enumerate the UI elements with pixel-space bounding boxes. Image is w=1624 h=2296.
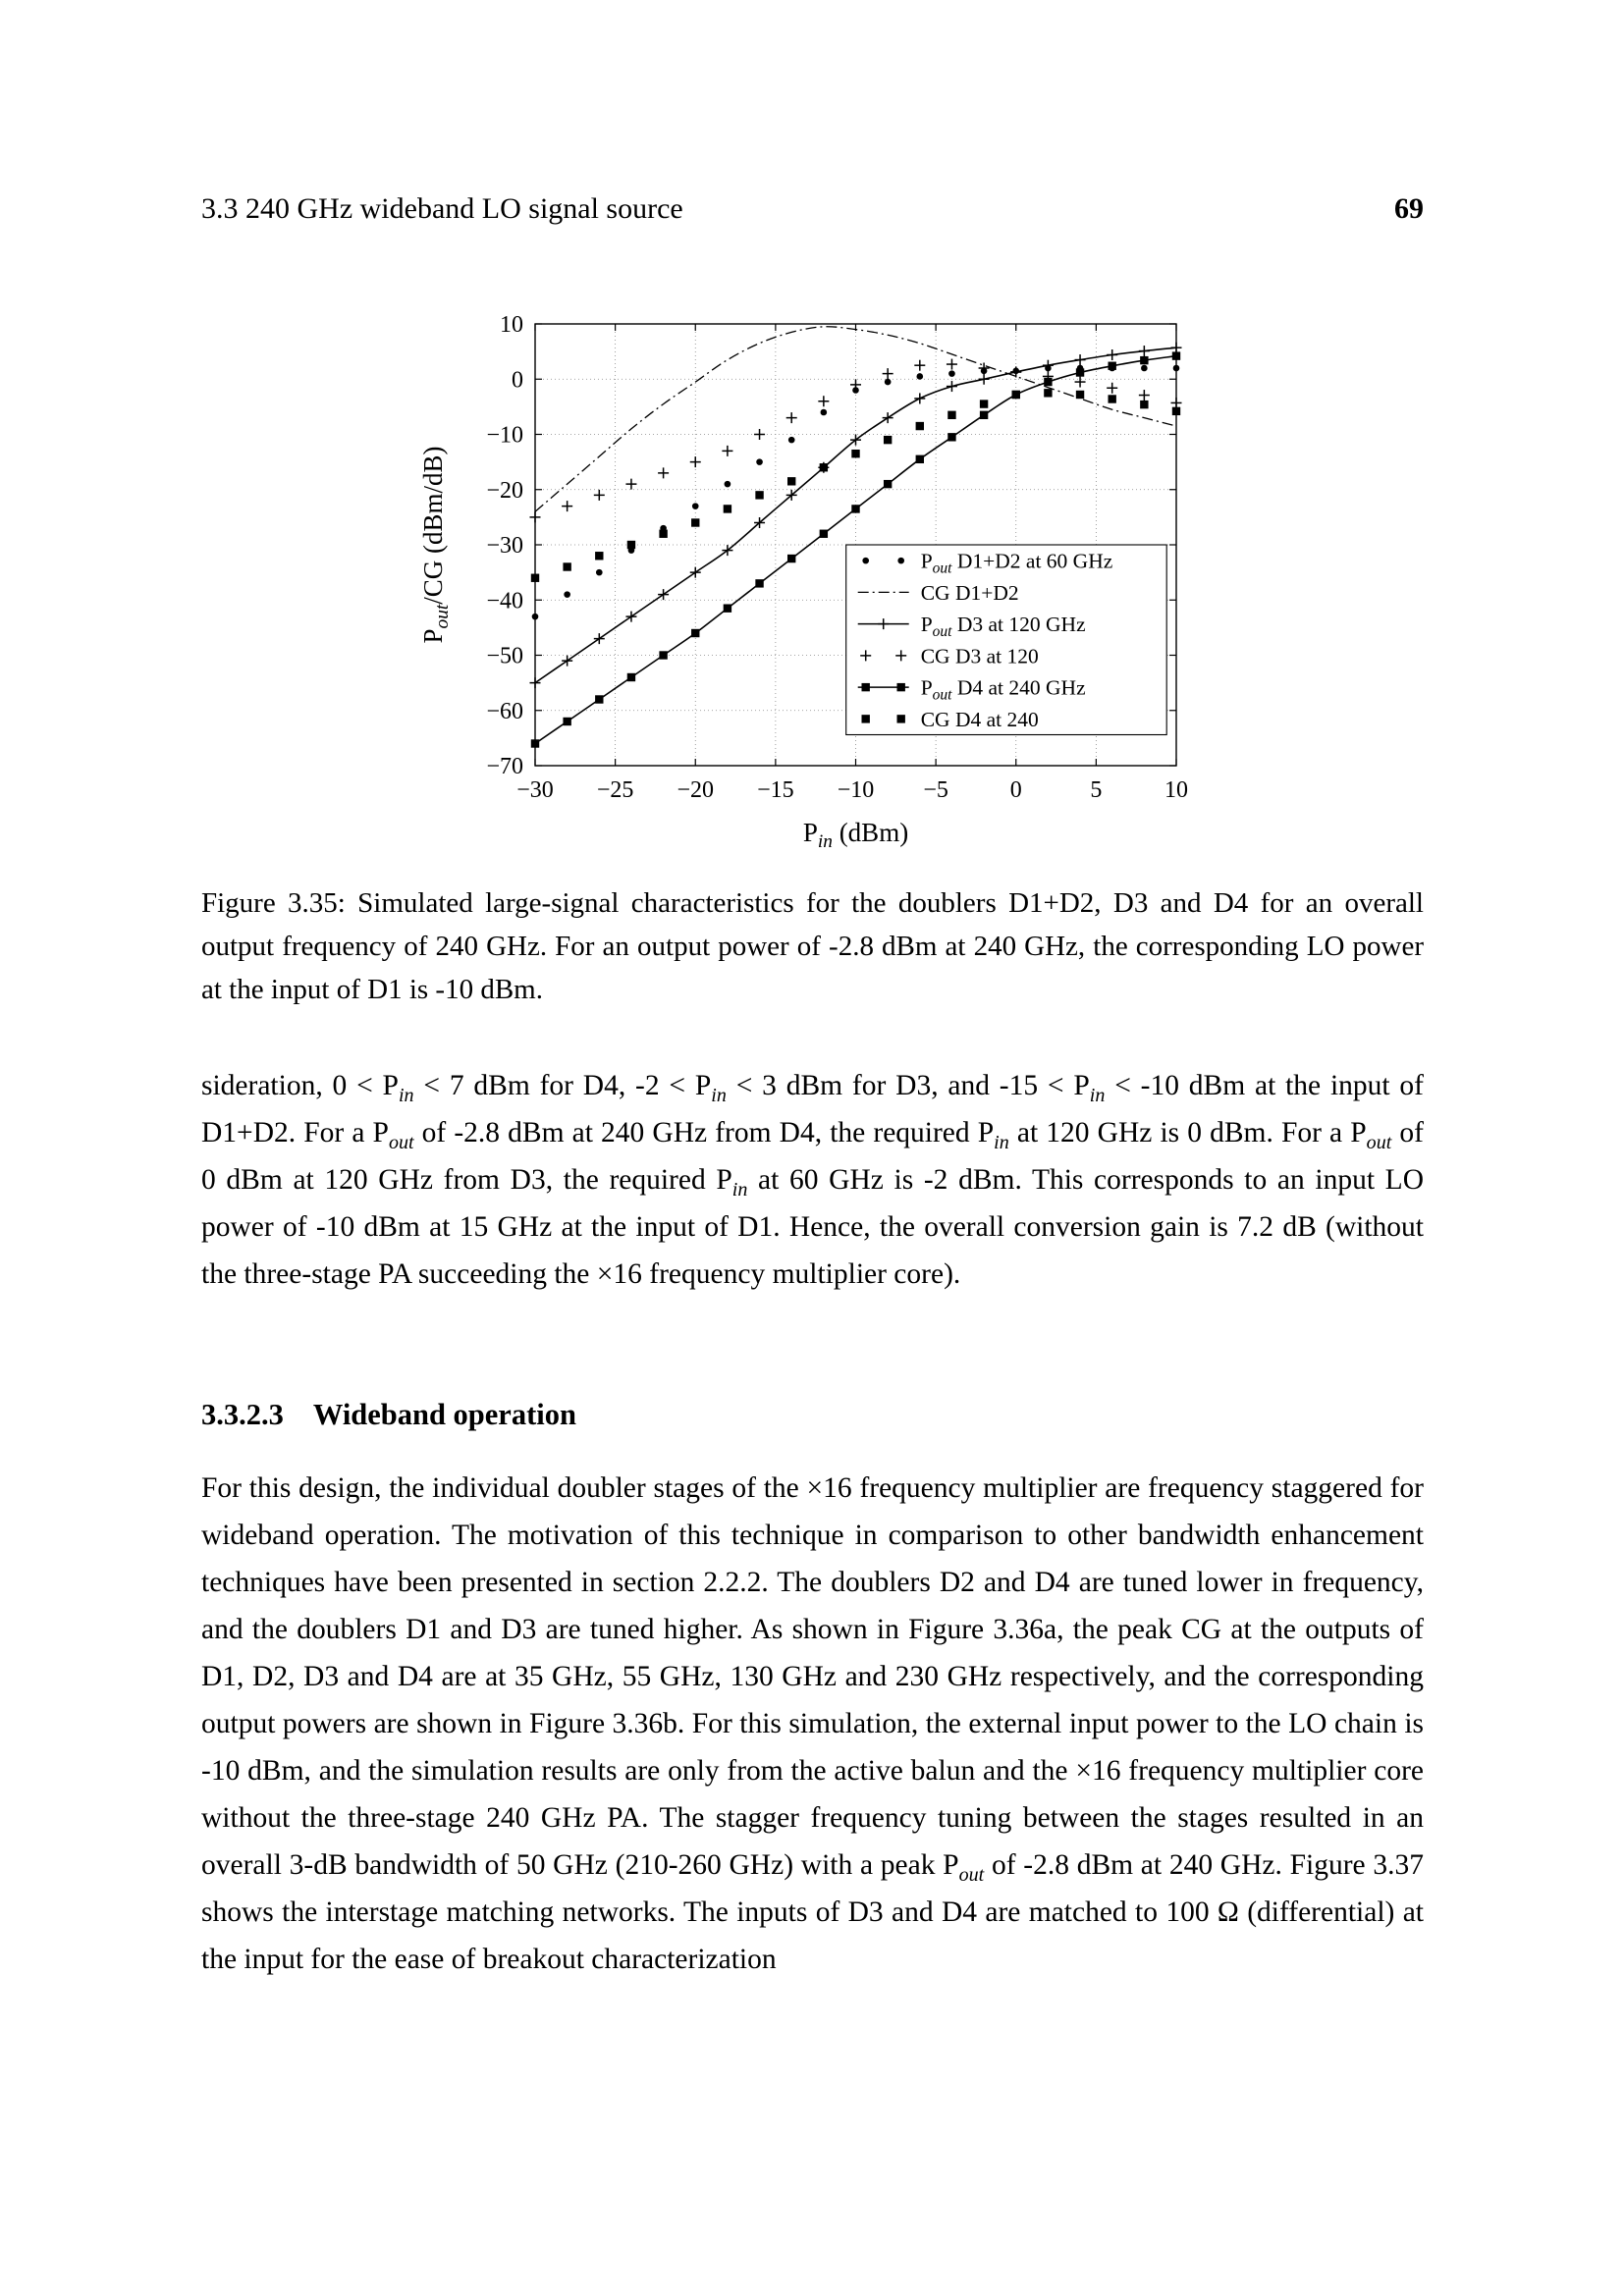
legend [846,545,1167,735]
marker-dot [862,558,869,564]
marker-plus [1107,349,1117,360]
section-heading [201,1398,1424,1432]
marker-plus [530,677,541,688]
marker-plus [1075,377,1086,388]
marker-square [659,530,667,538]
marker-plus [1171,398,1182,408]
x-tick-label: −30 [516,777,554,803]
y-tick-label: 0 [512,367,523,394]
marker-square [595,695,603,703]
marker-plus [562,656,572,667]
marker-square [659,651,667,659]
marker-square [851,505,859,512]
marker-square [1076,391,1084,399]
marker-square [980,400,988,407]
marker-square [1076,368,1084,376]
x-tick-label: 10 [1164,777,1188,803]
y-tick-label: −20 [486,477,523,504]
marker-square [755,579,763,587]
marker-dot [692,503,699,509]
x-tick-label: −10 [837,777,875,803]
marker-square [884,436,892,444]
paragraph-continuation: sideration, $0 < P_{in} < 7$ dBm for D4, $-2 < P_{in} < 3$ dBm for D3, and $-15 < P_{in} < -10$ dBm at the input of D1+D2. For a $P_{out}$ of -2.8 dBm at 240 GHz from D4, the required $P_{in}$ at 120 GHz is 0 dBm. For a $P_{out}$ of 0 dBm at 120 GHz from D3, the required $P_{in}$ at 60 GHz is -2 dBm. This corresponds to an input LO power of -10 dBm at 15 GHz at the input of D1. Hence, the overall conversion gain is 7.2 dB (without the three-stage PA succeeding the ×16 frequency multiplier core). [201,1070,1424,1290]
marker-square [1109,395,1116,402]
legend-label: $P_{out}$ D1+D2 at 60 GHz [920,549,1113,577]
marker-square [820,463,828,471]
marker-dot [885,379,892,386]
legend-label: CG D3 at 120 [920,644,1039,668]
x-tick-label: −5 [923,777,948,803]
marker-plus [850,379,861,390]
x-tick-label: 5 [1090,777,1103,803]
marker-square [884,480,892,488]
marker-square [627,673,635,681]
marker-square [1109,362,1116,370]
marker-plus [1171,343,1182,353]
marker-square [1140,356,1148,364]
x-axis-label: $P_{in}$ (dBm) [802,818,909,852]
marker-square [980,411,988,419]
marker-square [563,562,570,570]
marker-square [820,530,828,538]
chart-svg [412,304,1198,869]
marker-dot [596,569,603,576]
marker-dot [788,437,795,444]
marker-square [563,718,570,725]
page-number: 69 [1394,192,1424,225]
marker-plus [594,633,605,644]
marker-plus [914,360,925,371]
y-tick-label: −30 [486,533,523,559]
marker-square [787,555,795,562]
marker-dot [725,481,731,488]
marker-square [916,455,924,463]
marker-square [897,715,905,722]
marker-square [691,518,699,526]
marker-square [1172,351,1180,359]
marker-dot [1173,365,1180,372]
marker-plus [690,456,701,467]
y-tick-label: −40 [486,588,523,614]
marker-plus [1107,383,1117,394]
marker-square [947,433,955,441]
marker-plus [1043,360,1054,371]
marker-square [1012,391,1020,399]
marker-square [627,541,635,549]
marker-dot [897,558,904,564]
marker-square [787,477,795,485]
marker-plus [883,412,893,423]
marker-square [531,739,539,747]
marker-plus [530,511,541,522]
marker-dot [917,373,924,380]
section-number: 3.3.2.3 [201,1398,284,1431]
x-tick-label: −25 [596,777,634,803]
marker-square [724,604,731,612]
marker-square [947,411,955,419]
marker-square [897,683,905,691]
marker-plus [625,479,636,490]
running-head: 3.3 240 GHz wideband LO signal source [201,192,683,225]
legend-label: $P_{out}$ D3 at 120 GHz [920,613,1086,640]
page-header [201,192,1424,226]
y-axis-label: $P_{out}/CG$ (dBm/dB) [418,446,453,644]
marker-square [755,491,763,499]
marker-plus [690,567,701,578]
y-tick-label: −70 [486,754,523,779]
y-tick-label: 10 [500,312,523,338]
marker-square [862,715,870,722]
marker-plus [722,446,732,456]
marker-plus [658,467,669,478]
marker-square [862,683,870,691]
marker-plus [979,374,990,385]
marker-square [691,629,699,637]
y-tick-label: −60 [486,698,523,724]
x-tick-label: −20 [677,777,715,803]
marker-dot [532,614,539,620]
marker-square [724,505,731,512]
legend-label: CG D1+D2 [920,580,1019,605]
marker-plus [1075,354,1086,365]
marker-plus [883,368,893,379]
marker-plus [786,412,797,423]
figure-3-35 [412,304,1198,869]
marker-dot [948,370,955,377]
legend-label: CG D4 at 240 [920,707,1039,731]
marker-dot [821,409,828,416]
marker-square [916,422,924,430]
marker-dot [1141,365,1148,372]
marker-plus [594,490,605,501]
marker-plus [947,359,957,370]
marker-plus [754,429,765,440]
marker-plus [914,393,925,403]
marker-dot [564,591,570,598]
marker-plus [658,589,669,600]
legend-box [846,545,1167,735]
marker-square [1044,378,1052,386]
marker-dot [756,458,763,465]
x-tick-label: −15 [757,777,794,803]
legend-label: $P_{out}$ D4 at 240 GHz [920,675,1086,704]
y-tick-label: −50 [486,643,523,669]
section-title: Wideband operation [312,1398,576,1431]
marker-plus [625,612,636,622]
marker-plus [818,396,829,406]
marker-square [531,574,539,582]
paragraph-wideband-operation: For this design, the individual doubler stages of the ×16 frequency multiplier are frequency staggered for wideband operation. The motivation of this technique in comparison to other bandwidth enhancement techniques have been presented in section 2.2.2. The doublers D2 and D4 are tuned lower in frequency, and the doublers D1 and D3 are tuned higher. As shown in Figure 3.36a, the peak CG at the outputs of D1, D2, D3 and D4 are at 35 GHz, 55 GHz, 130 GHz and 230 GHz respectively, and the corresponding output powers are shown in Figure 3.36b. For this simulation, the external input power to the LO chain is -10 dBm, and the simulation results are only from the active balun and the ×16 frequency multiplier core without the three-stage 240 GHz PA. The stagger frequency tuning between the stages resulted in an overall 3-dB bandwidth of 50 GHz (210-260 GHz) with a peak $P_{out}$ of -2.8 dBm at 240 GHz. Figure 3.37 shows the interstage matching networks. The inputs of D3 and D4 are matched to 100 Ω (differential) at the input for the ease of breakout characterization [201,1472,1424,1975]
marker-square [1044,389,1052,397]
marker-square [595,552,603,560]
marker-plus [1010,366,1021,377]
y-tick-label: −10 [486,422,523,449]
marker-square [1140,400,1148,408]
x-tick-label: 0 [1009,777,1022,803]
marker-plus [1139,346,1150,356]
figure-caption: Figure 3.35: Simulated large-signal characteristics for the doublers D1+D2, D3 and D4 for an overall output frequency of 240 GHz. For an output power of -2.8 dBm at 240 GHz, the corresponding LO power at the input of D1 is -10 dBm. [201,887,1424,1005]
marker-square [851,450,859,457]
marker-plus [562,501,572,511]
marker-plus [947,381,957,392]
marker-plus [1139,390,1150,400]
marker-square [1172,407,1180,415]
